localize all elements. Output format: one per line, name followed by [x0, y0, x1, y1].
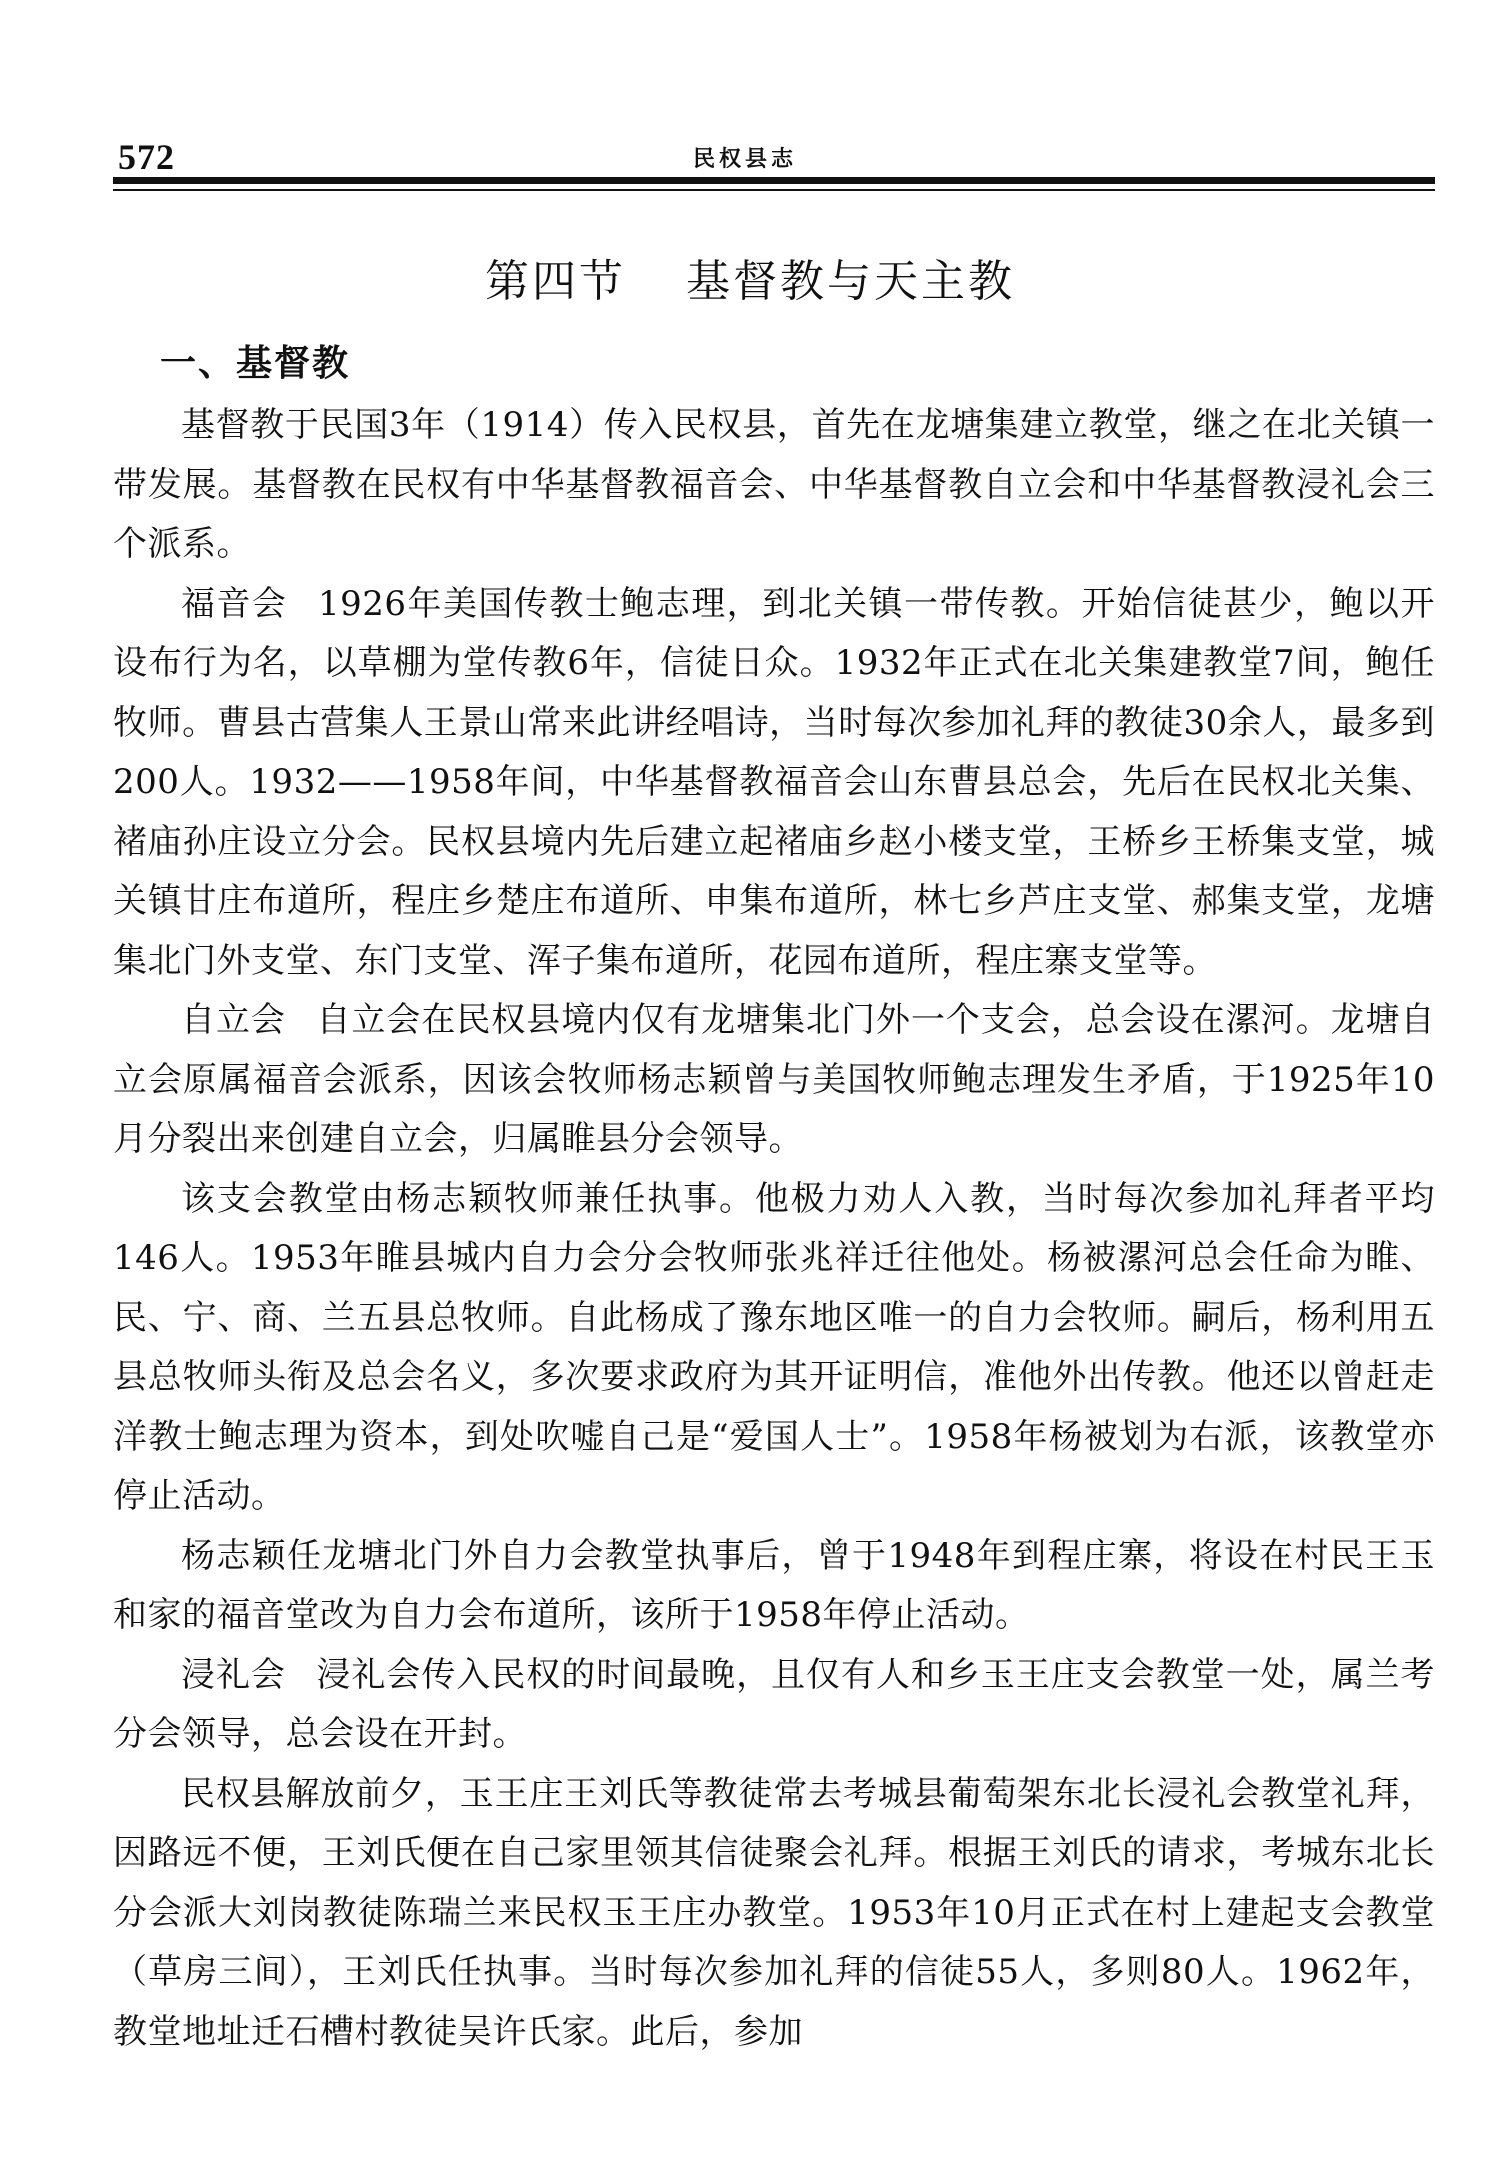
page-number: 572 [118, 137, 175, 177]
paragraph-text: 浸礼会传入民权的时间最晚，且仅有人和乡玉王庄支会教堂一处，属兰考分会领导，总会设在开封。 [113, 1654, 1436, 1754]
paragraph-lead: 浸礼会 [181, 1654, 286, 1695]
header-rule-thick [113, 177, 1435, 184]
section-title [0, 245, 1500, 309]
section-number: 第四节 [485, 256, 626, 307]
paragraph-lead: 福音会 [181, 583, 288, 624]
paragraph-text: 1926年美国传教士鲍志理，到北关镇一带传教。开始信徒甚少，鲍以开设布行为名，以草棚为堂传教6年，信徒日众。1932年正式在北关集建教堂7间，鲍任牧师。曹县古营集人王景山常来此讲经唱诗，当时每次参加礼拜的教徒30余人，最多到200人。1932——1958年间，中华基督教福音会山东曹县总会，先后在民权北关集、褚庙孙庄设立分会。民权县境内先后建立起褚庙乡赵小楼支堂，王桥乡王桥集支堂，城关镇甘庄布道所，程庄乡楚庄布道所、申集布道所，林七乡芦庄支堂、郝集支堂，龙塘集北门外支堂、东门支堂、浑子集布道所，花园布道所，程庄寨支堂等。 [113, 583, 1436, 981]
paragraph [113, 396, 1435, 575]
paragraph [113, 991, 1435, 1170]
paragraph [113, 1527, 1435, 1646]
paragraph [113, 1765, 1435, 2063]
section-name: 基督教与天主教 [686, 256, 1015, 307]
paragraph-text: 该支会教堂由杨志颖牧师兼任执事。他极力劝人入教，当时每次参加礼拜者平均146人。1953年睢县城内自力会分会牧师张兆祥迁往他处。杨被漯河总会任命为睢、民、宁、商、兰五县总牧师。自此杨成了豫东地区唯一的自力会牧师。嗣后，杨利用五县总牧师头衔及总会名义，多次要求政府为其开证明信，准他外出传教。他还以曾赶走洋教士鲍志理为资本，到处吹嘘自己是“爱国人士”。1958年杨被划为右派，该教堂亦停止活动。 [113, 1178, 1435, 1516]
header-rule-thin [113, 189, 1435, 191]
subheading: 一、基督教 [160, 343, 351, 384]
paragraph-text: 自立会在民权县境内仅有龙塘集北门外一个支会，总会设在漯河。龙塘自立会原属福音会派系，因该会牧师杨志颖曾与美国牧师鲍志理发生矛盾，于1925年10月分裂出来创建自立会，归属睢县分会领导。 [113, 1000, 1436, 1159]
paragraph-lead: 自立会 [181, 1000, 286, 1040]
running-title: 民权县志 [693, 147, 798, 172]
paragraph [113, 1646, 1435, 1765]
body-text [113, 396, 1435, 2062]
page-header [113, 128, 1433, 178]
paragraph-text: 杨志颖任龙塘北门外自力会教堂执事后，曾于1948年到程庄寨，将设在村民王玉和家的福音堂改为自力会布道所，该所于1958年停止活动。 [113, 1535, 1435, 1635]
paragraph [113, 575, 1435, 992]
paragraph-text: 基督教于民国3年（1914）传入民权县，首先在龙塘集建立教堂，继之在北关镇一带发展。基督教在民权有中华基督教福音会、中华基督教自立会和中华基督教浸礼会三个派系。 [113, 405, 1435, 564]
paragraph [113, 1170, 1435, 1527]
paragraph-text: 民权县解放前夕，玉王庄王刘氏等教徒常去考城县葡萄架东北长浸礼会教堂礼拜，因路远不便，王刘氏便在自己家里领其信徒聚会礼拜。根据王刘氏的请求，考城东北长分会派大刘岗教徒陈瑞兰来民权玉王庄办教堂。1953年10月正式在村上建起支会教堂（草房三间），王刘氏任执事。当时每次参加礼拜的信徒55人，多则80人。1962年，教堂地址迁石槽村教徒吴许氏家。此后，参加 [113, 1773, 1435, 2052]
